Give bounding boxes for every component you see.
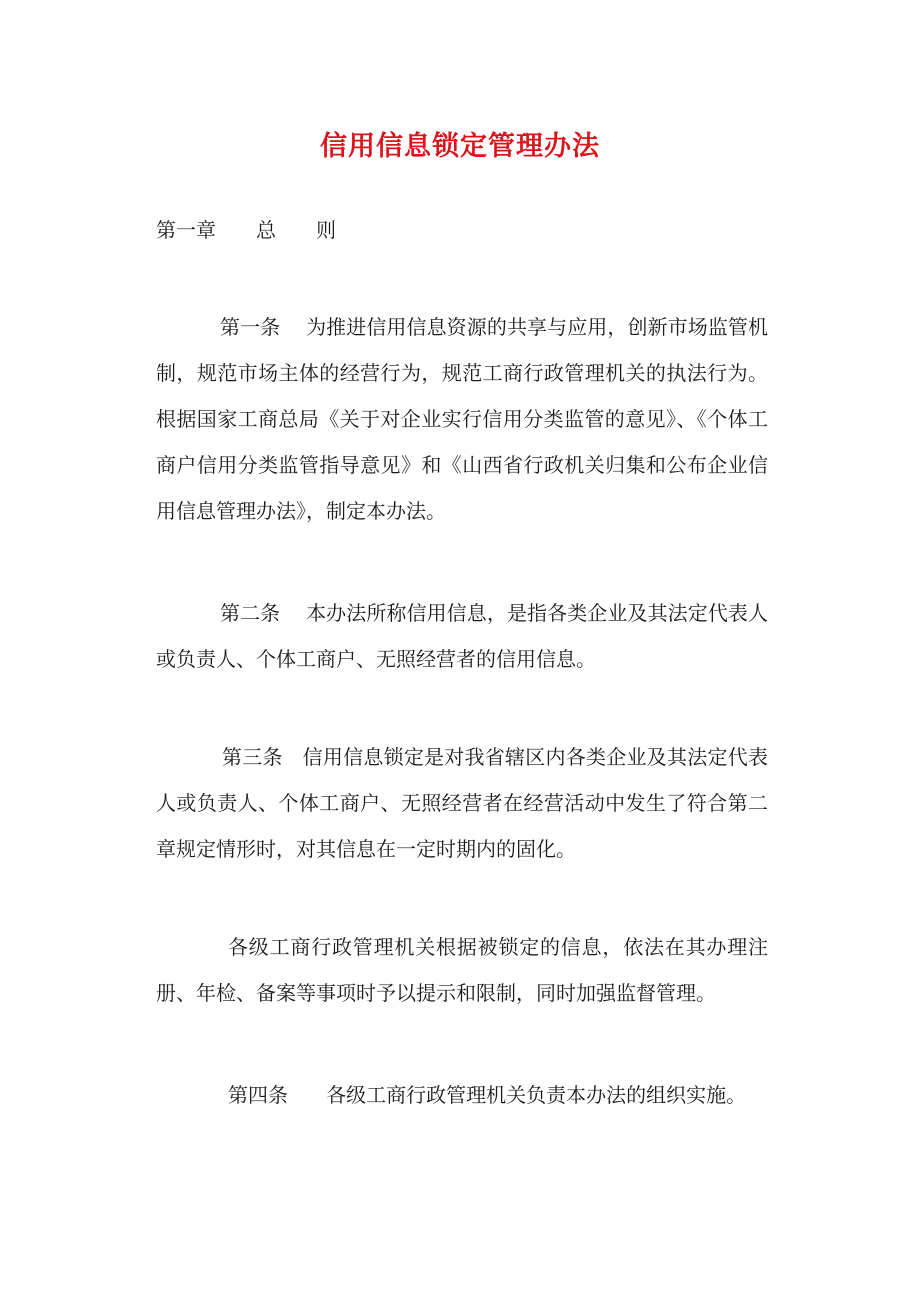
lead-indent: [156, 315, 220, 339]
lead-indent: [156, 935, 228, 959]
article-paragraph-4: [156, 924, 768, 1016]
article-number: 第四条: [228, 1083, 288, 1107]
article-text: 本办法所称信用信息，是指各类企业及其法定代表人或负责人、个体工商户、无照经营者的信用信息。: [156, 601, 769, 671]
document-title: 信用信息锁定管理办法: [320, 131, 600, 162]
article-paragraph-2: [156, 590, 768, 682]
article-paragraph-5: [156, 1072, 768, 1118]
lead-indent: [156, 1083, 228, 1107]
chapter-heading: 第一章 总 则: [156, 218, 336, 242]
article-paragraph-1: [156, 304, 768, 534]
article-text: 各级工商行政管理机关根据被锁定的信息，依法在其办理注册、年检、备案等事项时予以提示和限制，同时加强监督管理。: [156, 935, 768, 1005]
article-text: 为推进信用信息资源的共享与应用，创新市场监管机制，规范市场主体的经营行为，规范工商行政管理机关的执法行为。根据国家工商总局《关于对企业实行信用分类监管的意见》、《个体工商户信用分类监管指导意见》和《山西省行政机关归集和公布企业信用信息管理办法》，制定本办法。: [156, 315, 769, 523]
article-number: 第二条: [220, 601, 281, 625]
lead-indent: [156, 601, 220, 625]
article-number: 第一条: [220, 315, 281, 339]
article-number: 第三条: [222, 745, 283, 769]
article-text: 信用信息锁定是对我省辖区内各类企业及其法定代表人或负责人、个体工商户、无照经营者在经营活动中发生了符合第二章规定情形时，对其信息在一定时期内的固化。: [156, 745, 769, 861]
article-paragraph-3: [156, 734, 768, 872]
article-text: 各级工商行政管理机关负责本办法的组织实施。: [326, 1083, 747, 1107]
lead-indent: [156, 745, 222, 769]
